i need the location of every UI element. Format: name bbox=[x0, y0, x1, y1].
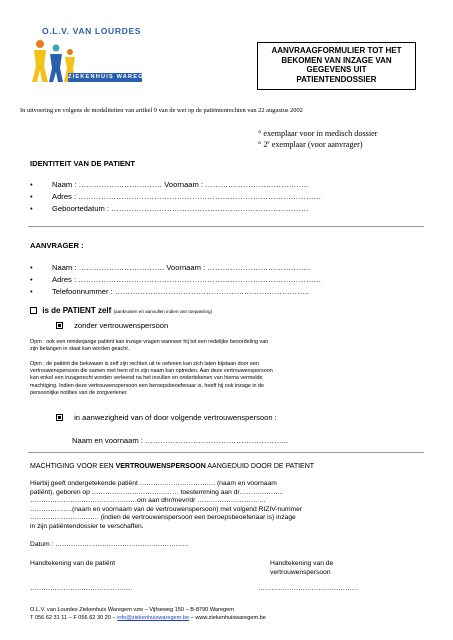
remark-line: Opm : ook een minderjarige patiënt kan inzage vragen wanneer hij tot een redelijke beoordeling van bbox=[30, 339, 269, 345]
copy-medical-file: ° exemplaar voor in medisch dossier bbox=[258, 129, 378, 138]
signature-trust-label bbox=[270, 560, 420, 577]
option-with-trust-person bbox=[56, 413, 277, 422]
patient-name-text: Naam : …………………………… Voornaam : ………………………………….. bbox=[52, 180, 309, 189]
title-line: AANVRAAGFORMULIER TOT HET bbox=[271, 46, 402, 55]
remark-trust-person bbox=[30, 361, 422, 397]
patient-birthdate-field[interactable]: • Geboortedatum : …………………………………………………………………… bbox=[30, 204, 309, 213]
authorization-heading-bold: VERTROUWENSPERSOON bbox=[115, 463, 206, 470]
patient-birthdate-text: Geboortedatum : …………………………………………………………………… bbox=[52, 204, 309, 213]
patient-self-label: is de PATIENT zelf bbox=[42, 306, 112, 315]
title-line: BEKOMEN VAN INZAGE VAN bbox=[281, 55, 392, 65]
intro-text: In uitvoering en volgens de modaliteiten van artikel 9 van de wet op de patiëntenrechten van 22 augustus 2002 bbox=[20, 107, 303, 114]
signature-trust-line[interactable]: ……………………………………… bbox=[258, 585, 359, 592]
authorization-heading-post: AANGEDUID DOOR DE PATIENT bbox=[205, 463, 315, 470]
patient-self-note: (aankruisen en aanvullen indien van toepassing) bbox=[113, 309, 213, 314]
footer bbox=[30, 606, 266, 622]
patient-name-field[interactable]: • Naam : …………………………… Voornaam : ………………………………….. bbox=[30, 180, 309, 189]
authorization-line: patiënt), geboren op ………………………………… toestemming aan dr……………….. bbox=[30, 488, 284, 496]
title-line: GEGEVENS UIT bbox=[306, 65, 367, 75]
requester-phone-field[interactable]: • Telefoonnummer : ………………………………………………………………….. bbox=[30, 287, 309, 296]
remark-line: persoonlijke notities van de zorgverlener. bbox=[30, 389, 128, 396]
authorization-heading bbox=[30, 463, 314, 470]
copy-requester-sup: e bbox=[267, 140, 270, 146]
requester-name-field[interactable]: • Naam : ……………………………. Voornaam : ………………………………….. bbox=[30, 263, 311, 272]
signature-patient-line[interactable]: ………………………………………. bbox=[30, 585, 133, 592]
requester-name-text: Naam : ……………………………. Voornaam : ………………………………….. bbox=[52, 263, 311, 272]
remark-line: machtiging. Indien deze vertrouwenspersoon een beroepsbeoefenaar is, heeft hij ook inzage in de bbox=[30, 382, 265, 389]
footer-website: – www.ziekenhuiswaregem.be bbox=[189, 615, 266, 621]
authorization-heading-pre: MACHTIGING VOOR EEN bbox=[30, 463, 116, 470]
authorization-line: in zijn patiëntendossier te verschaffen. bbox=[30, 522, 144, 530]
footer-contact bbox=[30, 614, 266, 622]
patient-address-field[interactable]: • Adres : …………………………………………………………………………………… bbox=[30, 192, 322, 201]
authorization-line: …………………………. (indien de vertrouwenspersoon een beroepsbeoefenaar is) inzage bbox=[30, 514, 296, 522]
copy-requester-prefix: ° 2 bbox=[258, 140, 268, 149]
logo-subtitle: ZIEKENHUIS WAREGEM bbox=[68, 74, 155, 80]
footer-phone: T 056 62 31 11 – F 056 62 30 20 – bbox=[30, 615, 118, 621]
divider bbox=[28, 452, 424, 453]
footer-address: O.L.V. van Lourdes Ziekenhuis Waregem vzw – Vijfseweg 150 – B-8790 Waregem bbox=[30, 607, 234, 613]
remark-line: vertrouwenspersoon die samen met hem of in zijn naam kan optreden. Aan deze vertrouwenspersoon bbox=[30, 368, 273, 375]
requester-address-text: Adres : …………………………………………………………………………………… bbox=[52, 275, 322, 284]
patient-identity-heading: IDENTITEIT VAN DE PATIENT bbox=[30, 159, 136, 168]
copy-requester-suffix: exemplaar (voor aanvrager) bbox=[269, 140, 363, 149]
authorization-line: …………………………………………om aan dhr/mevr/dr ……………………… … bbox=[30, 497, 266, 505]
footer-email-link[interactable]: info@ziekenhuiswaregem.be bbox=[117, 615, 190, 621]
requester-heading: AANVRAGER : bbox=[30, 241, 84, 250]
requester-address-field[interactable]: • Adres : …………………………………………………………………………………… bbox=[30, 275, 322, 284]
patient-address-text: Adres : …………………………………………………………………………………… bbox=[52, 192, 322, 201]
signature-patient-label: Handtekening van de patiënt bbox=[30, 560, 116, 567]
title-line: PATIENTENDOSSIER bbox=[296, 74, 377, 84]
patient-self-checkbox[interactable] bbox=[30, 307, 37, 314]
option-patient-self bbox=[30, 306, 212, 315]
remark-line: zijn belangen in staat kan worden geacht. bbox=[30, 346, 130, 353]
remark-line: Opm : de patiënt die bekwaam is zelf zijn rechten uit te oefenen kan zich laten bijstaan door een bbox=[30, 361, 259, 367]
signature-trust-line-1: Handtekening van de bbox=[270, 560, 334, 567]
with-trust-person-label: in aanwezigheid van of door volgende vertrouwenspersoon : bbox=[74, 413, 277, 422]
remark-minor bbox=[30, 339, 422, 353]
authorization-line: ……………….(naam en voornaam van de vertrouwenspersoon) met volgend RIZIV-nummer bbox=[30, 505, 303, 513]
logo-name: O.L.V. VAN LOURDES bbox=[42, 26, 142, 36]
signature-trust-line-2: vertrouwenspersoon bbox=[270, 568, 331, 576]
no-trust-person-checkbox[interactable] bbox=[56, 322, 63, 329]
requester-phone-text: Telefoonnummer : ………………………………………………………………….. bbox=[52, 287, 309, 296]
hospital-logo bbox=[30, 26, 155, 86]
remark-line: kan enkel een inzagerecht worden verleend na het invullen en ondertekenen van hiema vermelde bbox=[30, 375, 263, 382]
copy-requester bbox=[258, 140, 363, 149]
authorization-text[interactable] bbox=[30, 480, 425, 532]
date-field[interactable]: Datum : …………………………………………………… bbox=[30, 541, 190, 548]
authorization-line: Hierbij geeft ondergetekende patiënt ……………………………. (naam en voornaam bbox=[30, 480, 277, 487]
no-trust-person-label: zonder vertrouwenspersoon bbox=[74, 321, 169, 330]
trust-person-name-field[interactable]: Naam en voornaam : ………………………………………………... bbox=[72, 436, 289, 445]
divider bbox=[28, 226, 424, 227]
form-title-box bbox=[257, 42, 416, 90]
with-trust-person-checkbox[interactable] bbox=[56, 414, 63, 421]
option-no-trust-person bbox=[56, 321, 168, 330]
